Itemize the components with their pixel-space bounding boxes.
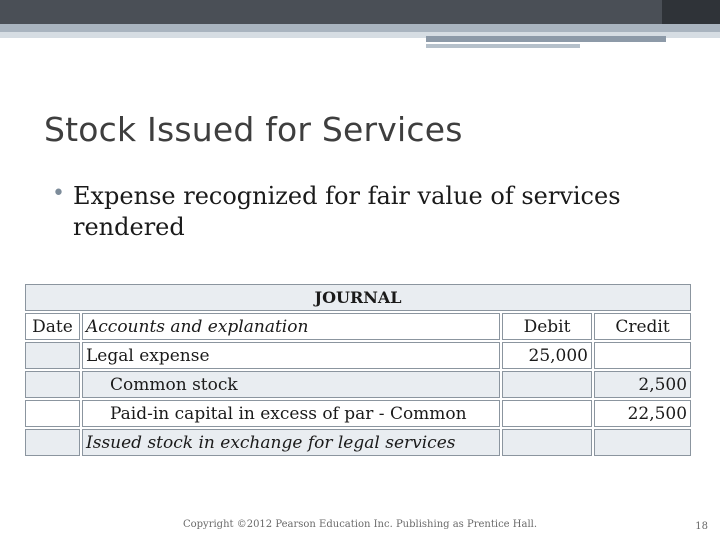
- table-row: [24, 341, 692, 370]
- header-date: Date: [24, 312, 81, 341]
- row-debit: [501, 399, 593, 428]
- header-accent-line: [426, 36, 666, 42]
- header-credit: Credit: [593, 312, 692, 341]
- row-credit: 2,500: [593, 370, 692, 399]
- bullet-dot-icon: •: [52, 181, 65, 206]
- row-credit: [593, 428, 692, 457]
- journal-header-row: [24, 312, 692, 341]
- header-debit: Debit: [501, 312, 593, 341]
- bullet-point: [54, 181, 654, 243]
- journal-title: JOURNAL: [24, 283, 692, 312]
- row-account: Legal expense: [81, 341, 501, 370]
- header-band-accent: [662, 0, 720, 24]
- row-debit: 25,000: [501, 341, 593, 370]
- table-row: [24, 399, 692, 428]
- bullet-text: Expense recognized for fair value of services rendered: [73, 182, 621, 241]
- row-debit: [501, 428, 593, 457]
- header-band: [0, 0, 720, 24]
- page-number: 18: [695, 521, 708, 532]
- copyright-notice: Copyright ©2012 Pearson Education Inc. Publishing as Prentice Hall.: [182, 519, 538, 530]
- row-date: [24, 370, 81, 399]
- journal-title-row: [24, 283, 692, 312]
- row-credit: 22,500: [593, 399, 692, 428]
- table-row: [24, 370, 692, 399]
- row-explanation: Issued stock in exchange for legal services: [81, 428, 501, 457]
- row-date: [24, 399, 81, 428]
- journal-table: [23, 282, 693, 458]
- row-account: Paid-in capital in excess of par - Common: [81, 399, 501, 428]
- row-credit: [593, 341, 692, 370]
- row-debit: [501, 370, 593, 399]
- row-date: [24, 341, 81, 370]
- slide-title: Stock Issued for Services: [44, 110, 463, 149]
- table-row: [24, 428, 692, 457]
- row-account: Common stock: [81, 370, 501, 399]
- header-accent-line-short: [426, 44, 580, 48]
- header-accounts: Accounts and explanation: [81, 312, 501, 341]
- row-date: [24, 428, 81, 457]
- header-strip: [0, 24, 720, 32]
